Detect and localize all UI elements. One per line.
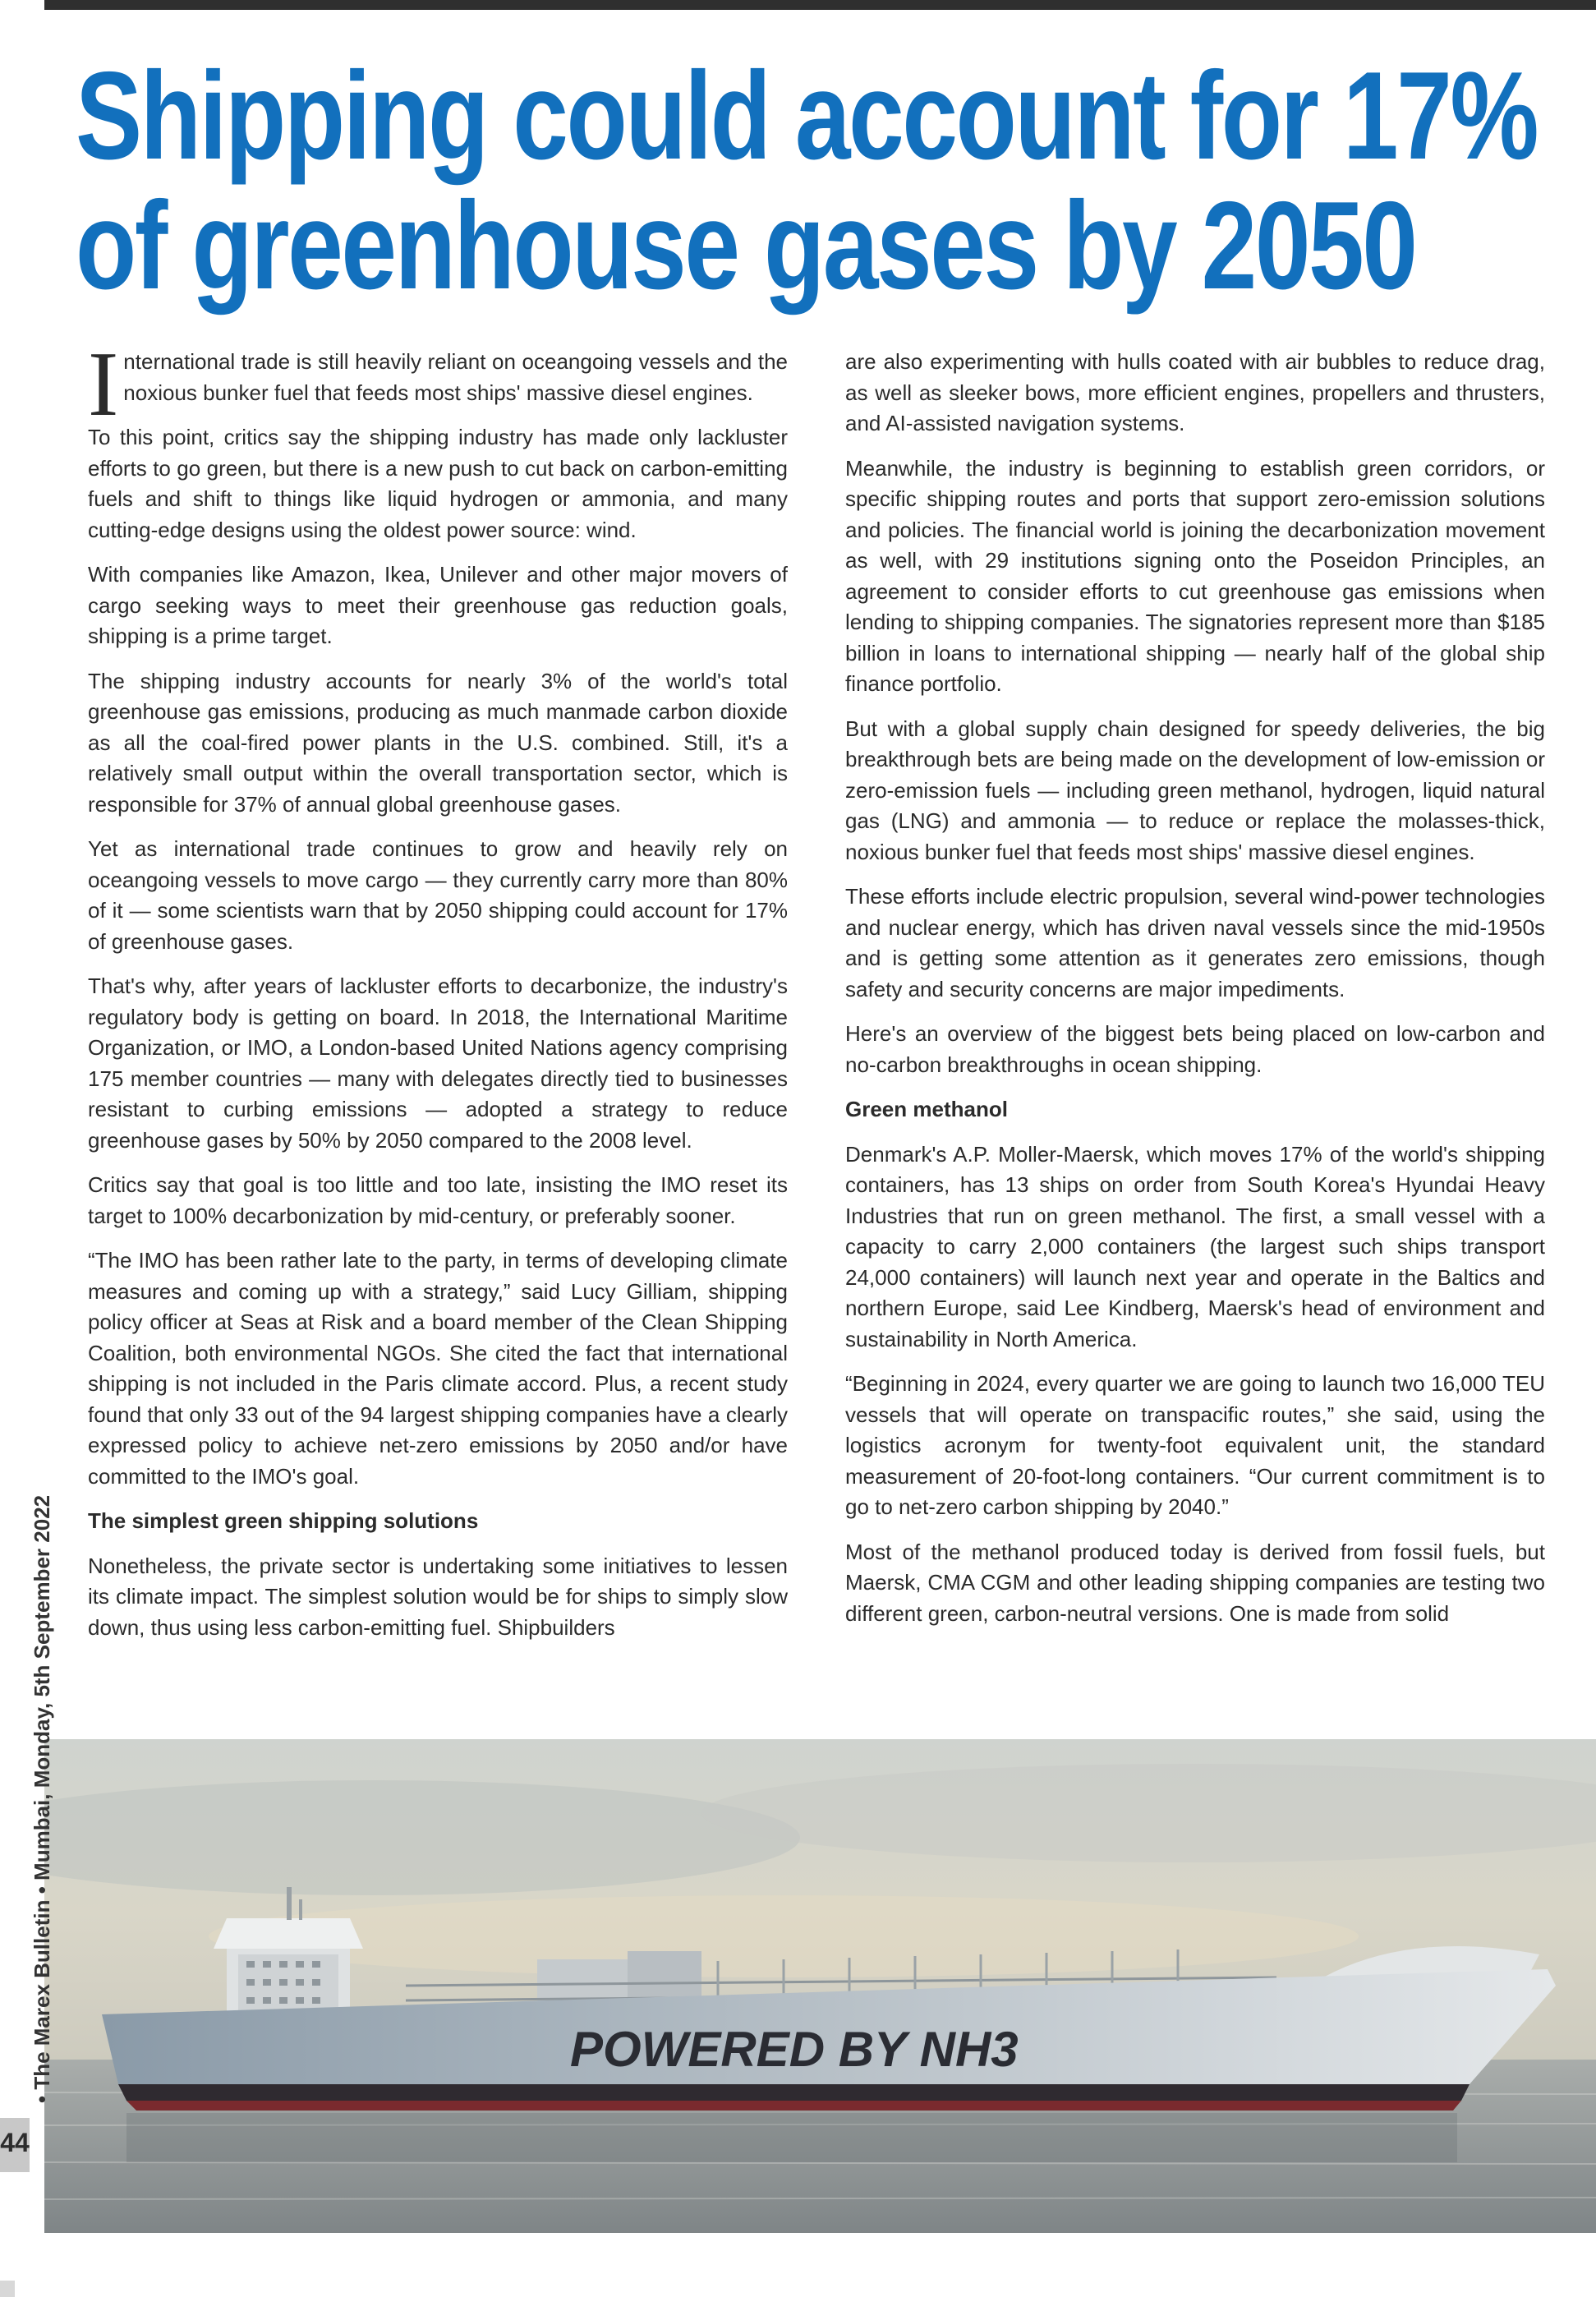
section-heading: The simplest green shipping solutions bbox=[88, 1508, 479, 1533]
ship-illustration bbox=[44, 1739, 1596, 2233]
paragraph: That's why, after years of lackluster efforts to decarbonize, the industry's regulatory body is getting on board. In 2018, the International Maritime Organization, or IMO, a London-based United Nations agency comprising 175 member countries — many with delegates directly tied to businesses resistant to curbing emissions — adopted a strategy to reduce greenhouse gases by 50% by 2050 compared to the 2008 level. bbox=[88, 974, 788, 1153]
paragraph: “The IMO has been rather late to the party, in terms of developing climate measures and coming up with a strategy,” said Lucy Gilliam, shipping policy officer at Seas at Risk and a board member of the Clean Shipping Coalition, both environmental NGOs. She cited the fact that international shipping is not included in the Paris climate accord. Plus, a recent study found that only 33 out of the 94 largest shipping companies have a clearly expressed policy to achieve net-zero emissions by 2050 and/or have committed to the IMO's goal. bbox=[88, 1248, 788, 1489]
paragraph: To this point, critics say the shipping industry has made only lackluster efforts to go green, but there is a new push to cut back on carbon-emitting fuels and shift to things like liquid hydrogen or ammonia, and many cutting-edge designs using the oldest power source: wind. bbox=[88, 425, 788, 542]
paragraph: are also experimenting with hulls coated with air bubbles to reduce drag, as well as sleeker bows, more efficient engines, propellers and thrusters, and AI-assisted navigation systems. bbox=[845, 349, 1545, 435]
right-column bbox=[845, 347, 1545, 1643]
paragraph: The shipping industry accounts for nearly 3% of the world's total greenhouse gas emissions, producing as much manmade carbon dioxide as all the coal-fired power plants in the U.S. combined. Still, it's a relatively small output within the overall transportation sector, which is responsible for 37% of annual global greenhouse gases. bbox=[88, 668, 788, 817]
intro-text: nternational trade is still heavily reliant on oceangoing vessels and the noxious bunker fuel that feeds most ships' massive diesel engines. bbox=[123, 349, 788, 405]
left-column bbox=[88, 334, 788, 1657]
corner-mark bbox=[0, 2281, 15, 2297]
paragraph: These efforts include electric propulsion, several wind-power technologies and nuclear energy, which has driven naval vessels since the mid-1950s and is getting some attention as it generates zero emissions, though safety and security concerns are major impediments. bbox=[845, 884, 1545, 1001]
paragraph: Meanwhile, the industry is beginning to establish green corridors, or specific shipping routes and ports that support zero-emission solutions and policies. The financial world is joining the decarbonization movement as well, with 29 institutions signing onto the Poseidon Principles, an agreement to consider efforts to cut greenhouse gas emissions when lending to shipping companies. The signatories represent more than $185 billion in loans to international shipping — nearly half of the global ship finance portfolio. bbox=[845, 455, 1545, 696]
headline-line-1: Shipping could account for 17% bbox=[76, 46, 1538, 186]
paragraph: With companies like Amazon, Ikea, Unilever and other major movers of cargo seeking ways to meet their greenhouse gas reduction goals, shipping is a prime target. bbox=[88, 562, 788, 648]
headline bbox=[76, 46, 1538, 315]
drop-cap: I bbox=[88, 334, 119, 435]
paragraph: Most of the methanol produced today is derived from fossil fuels, but Maersk, CMA CGM and other leading shipping companies are testing two different green, carbon-neutral versions. One is made from solid bbox=[845, 1539, 1545, 1626]
paragraph: Critics say that goal is too little and too late, insisting the IMO reset its target to 100% decarbonization by mid-century, or preferably sooner. bbox=[88, 1172, 788, 1228]
hull-lettering: POWERED BY NH3 bbox=[570, 2022, 1019, 2077]
paragraph: Yet as international trade continues to grow and heavily rely on oceangoing vessels to move cargo — they currently carry more than 80% of it — some scientists warn that by 2050 shipping could account for 17% of greenhouse gases. bbox=[88, 836, 788, 954]
paragraph: Nonetheless, the private sector is undertaking some initiatives to lessen its climate impact. The simplest solution would be for ships to simply slow down, thus using less carbon-emitting fuel. Shipbuilders bbox=[88, 1553, 788, 1640]
paragraph: Denmark's A.P. Moller-Maersk, which moves 17% of the world's shipping containers, has 13 ships on order from South Korea's Hyundai Heavy Industries that run on green methanol. The first, a small vessel with a capacity to carry 2,000 containers (the largest such ships transport 24,000 containers) will launch next year and operate in the Baltics and northern Europe, said Lee Kindberg, Maersk's head of environment and sustainability in North America. bbox=[845, 1141, 1545, 1351]
ship-photo bbox=[44, 1739, 1596, 2233]
page-number: 44 bbox=[0, 2128, 30, 2157]
headline-line-2: of greenhouse gases by 2050 bbox=[76, 176, 1416, 315]
paragraph: But with a global supply chain designed for speedy deliveries, the big breakthrough bets are being made on the development of low-emission or zero-emission fuels — including green methanol, hydrogen, liquid natural gas (LNG) and ammonia — to reduce or replace the molasses-thick, noxious bunker fuel that feeds most ships' massive diesel engines. bbox=[845, 716, 1545, 864]
section-heading: Green methanol bbox=[845, 1097, 1008, 1121]
publication-info: • The Marex Bulletin • Mumbai, Monday, 5th September 2022 bbox=[30, 1494, 54, 2103]
paragraph: Here's an overview of the biggest bets being placed on low-carbon and no-carbon breakthroughs in ocean shipping. bbox=[845, 1021, 1545, 1077]
paragraph: “Beginning in 2024, every quarter we are going to launch two 16,000 TEU vessels that will operate on transpacific routes,” she said, using the logistics acronym for twenty-foot equivalent unit, the standard measurement of 20-foot-long containers. “Our current commitment is to go to net-zero carbon shipping by 2040.” bbox=[845, 1371, 1545, 1519]
top-rule bbox=[44, 0, 1596, 10]
intro-paragraph bbox=[88, 334, 788, 435]
